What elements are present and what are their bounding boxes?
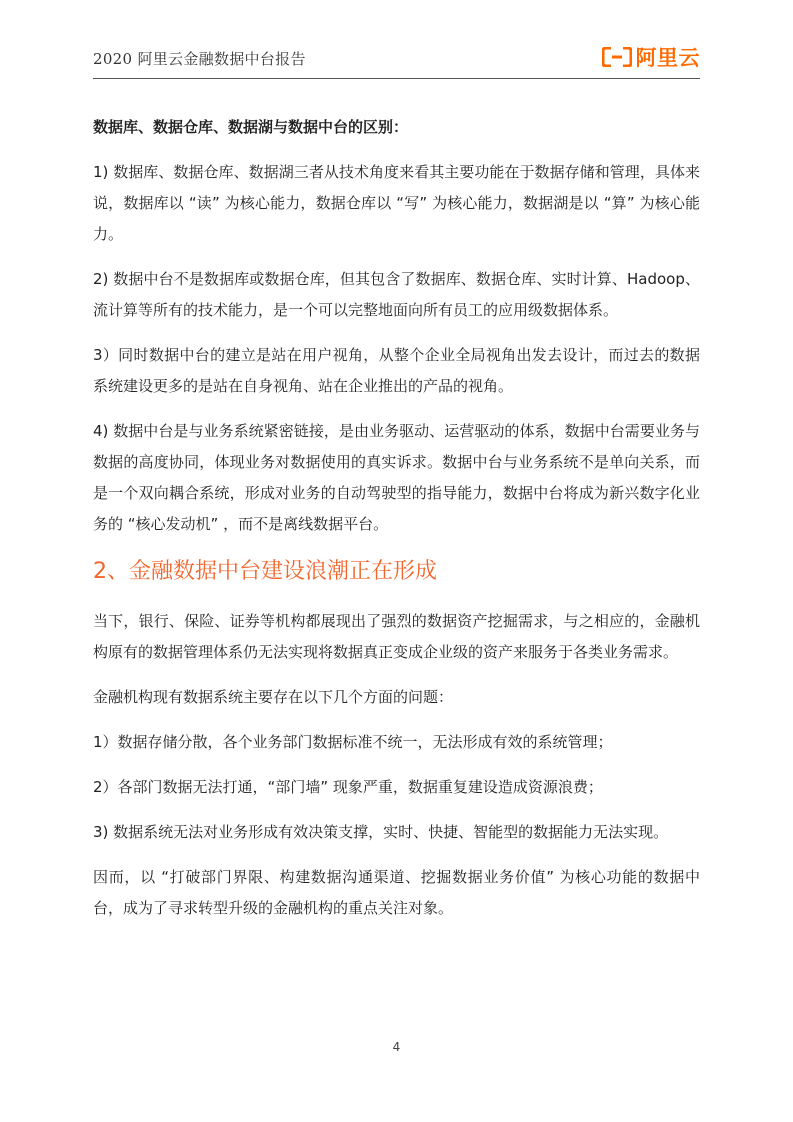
section1-paragraph-4: 4) 数据中台是与业务系统紧密链接，是由业务驱动、运营驱动的体系，数据中台需要业务与数据的高度协同，体现业务对数据使用的真实诉求。数据中台与业务系统不是单向关系，而是一个双向耦合系统，形成对业务的自动驾驶型的指导能力，数据中台将成为新兴数字化业务的 “核心发动机” ，而不是离线数据平台。	[93, 422, 700, 533]
report-title: 2020 阿里云金融数据中台报告	[93, 50, 306, 68]
section2-paragraph-2: 金融机构现有数据系统主要存在以下几个方面的问题：	[93, 688, 454, 706]
section2-paragraph-1: 当下，银行、保险、证券等机构都展现出了强烈的数据资产挖掘需求，与之相应的，金融机构原有的数据管理体系仍无法实现将数据真正变成企业级的资产来服务于各类业务需求。	[93, 612, 700, 661]
aliyun-logo-text: 阿里云	[635, 46, 700, 70]
section1-paragraph-1: 1) 数据库、数据仓库、数据湖三者从技术角度来看其主要功能在于数据存储和管理，具体来说，数据库以 “读” 为核心能力，数据仓库以 “写” 为核心能力，数据湖是以 “算” 为核心能力。	[93, 163, 700, 243]
section2-list-item-3: 3) 数据系统无法对业务形成有效决策支撑，实时、快捷、智能型的数据能力无法实现。	[93, 823, 669, 841]
page-header	[93, 42, 700, 79]
section1-paragraph-2: 2) 数据中台不是数据库或数据仓库，但其包含了数据库、数据仓库、实时计算、Hadoop、流计算等所有的技术能力，是一个可以完整地面向所有员工的应用级数据体系。	[93, 270, 700, 319]
aliyun-logo-icon	[602, 47, 632, 67]
section2-heading: 2、金融数据中台建设浪潮正在形成	[93, 559, 437, 584]
aliyun-logo	[602, 44, 701, 70]
section2-list-item-2: 2）各部门数据无法打通，“部门墙” 现象严重，数据重复建设造成资源浪费；	[93, 778, 603, 796]
page-number: 4	[392, 1040, 401, 1054]
section2-list-item-1: 1）数据存储分散，各个业务部门数据标准不统一，无法形成有效的系统管理；	[93, 733, 613, 751]
section2-paragraph-3: 因而，以 “打破部门界限、构建数据沟通渠道、挖掘数据业务价值” 为核心功能的数据中台，成为了寻求转型升级的金融机构的重点关注对象。	[93, 868, 700, 917]
section1-heading: 数据库、数据仓库、数据湖与数据中台的区别：	[93, 118, 409, 136]
page-content	[93, 112, 700, 924]
section1-paragraph-3: 3）同时数据中台的建立是站在用户视角，从整个企业全局视角出发去设计，而过去的数据系统建设更多的是站在自身视角、站在企业推出的产品的视角。	[93, 346, 700, 395]
